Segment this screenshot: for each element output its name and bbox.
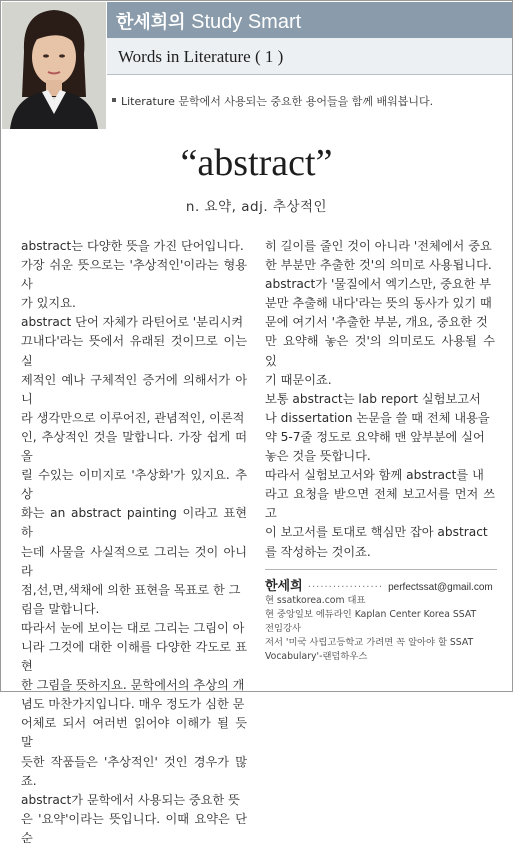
body-paragraph: 따라서 눈에 보이는 대로 그리는 그림이 아 니라 그것에 대한 이해를 다양한 각도로 표현 한 그림을 뜻하지요. 문학에서의 추상의 개 념도 마찬가지입니다. 매우 정도가 심한 문 어체로 되서 여러번 읽어야 이해가 될 듯 말 듯한 작품들은 '추상적인' 것인 경우가 많죠. xyxy=(21,620,247,788)
leader-dots: ·················· xyxy=(307,582,383,593)
body-paragraph: abstract는 다양한 뜻을 가진 단어입니다. 가장 쉬운 뜻으로는 '추상적인'이라는 형용사 가 있지요. xyxy=(21,239,247,311)
body-column-right xyxy=(265,237,495,562)
body-paragraph: abstract가 문학에서 사용되는 중요한 뜻 은 '요약'이라는 뜻입니다. 이때 요약은 단순 xyxy=(21,792,247,845)
author-box xyxy=(265,575,497,664)
author-name: 한세희 xyxy=(265,579,303,594)
series-title: Words in Literature ( 1 ) xyxy=(118,47,284,66)
author-divider xyxy=(265,569,497,570)
body-paragraph: 따라서 실험보고서와 함께 abstract를 내 라고 요청을 받으면 전체 보고서를 먼저 쓰고 이 보고서를 토대로 핵심만 잡아 abstract 를 작성하는 것이죠. xyxy=(265,468,495,559)
column-banner xyxy=(107,2,512,38)
column-title xyxy=(116,8,301,34)
headword: “abstract” xyxy=(180,142,333,184)
author-details: 현 ssatkorea.com 대표 현 중앙일보 에듀라인 Kaplan Center Korea SSAT 전임강사 저서 '미국 사립고등학교 가려면 꼭 알아야 할 SSAT Vocabulary'-랜덤하우스 xyxy=(265,595,477,662)
column-brand-english: Study Smart xyxy=(191,11,302,33)
column-brand-korean: 한세희의 xyxy=(116,12,186,33)
author-email: perfectssat@gmail.com xyxy=(388,582,493,593)
series-bar xyxy=(107,38,512,75)
intro-text: Literature 문학에서 사용되는 중요한 용어들을 함께 배워봅니다. xyxy=(121,93,506,109)
body-paragraph: abstract 단어 자체가 라틴어로 '분리시켜 끄내다'라는 뜻에서 유래된 것이므로 이는 실 제적인 예나 구체적인 증거에 의해서가 아니 라 생각만으로 이루어진, 관념적인, 이론적 인, 추상적인 것을 말합니다. 가장 쉽게 떠올 릴 수있는 이미지로 '추상화'가 있지요. 추상 화는 an abstract painting 이라고 표현하 는데 사물을 사실적으로 그리는 것이 아니라 점,선,면,색채에 의한 표현을 목표로 한 그 림을 말합니다. xyxy=(21,315,247,616)
body-paragraph: 보통 abstract는 lab report 실험보고서 나 dissertation 논문을 쓸 때 전체 내용을 약 5-7줄 정도로 요약해 맨 앞부분에 실어 놓은 것을 뜻합니다. xyxy=(265,391,490,464)
word-definition: n. 요약, adj. 추상적인 xyxy=(185,199,328,215)
author-photo xyxy=(2,2,106,129)
author-header xyxy=(265,575,497,592)
body-column-left xyxy=(21,237,247,848)
body-paragraph: 히 길이를 줄인 것이 아니라 '전체에서 중요 한 부분만 추출한 것'의 의미로 사용됩니다. abstract가 '물질에서 엑기스만, 중요한 부 분만 추출해 내다'라는 뜻의 동사가 있기 때 문에 여기서 '추출한 부분, 개요, 중요한 것 만 요약해 놓은 것'의 의미로도 사용될 수 있 기 때문이죠. xyxy=(265,239,495,387)
